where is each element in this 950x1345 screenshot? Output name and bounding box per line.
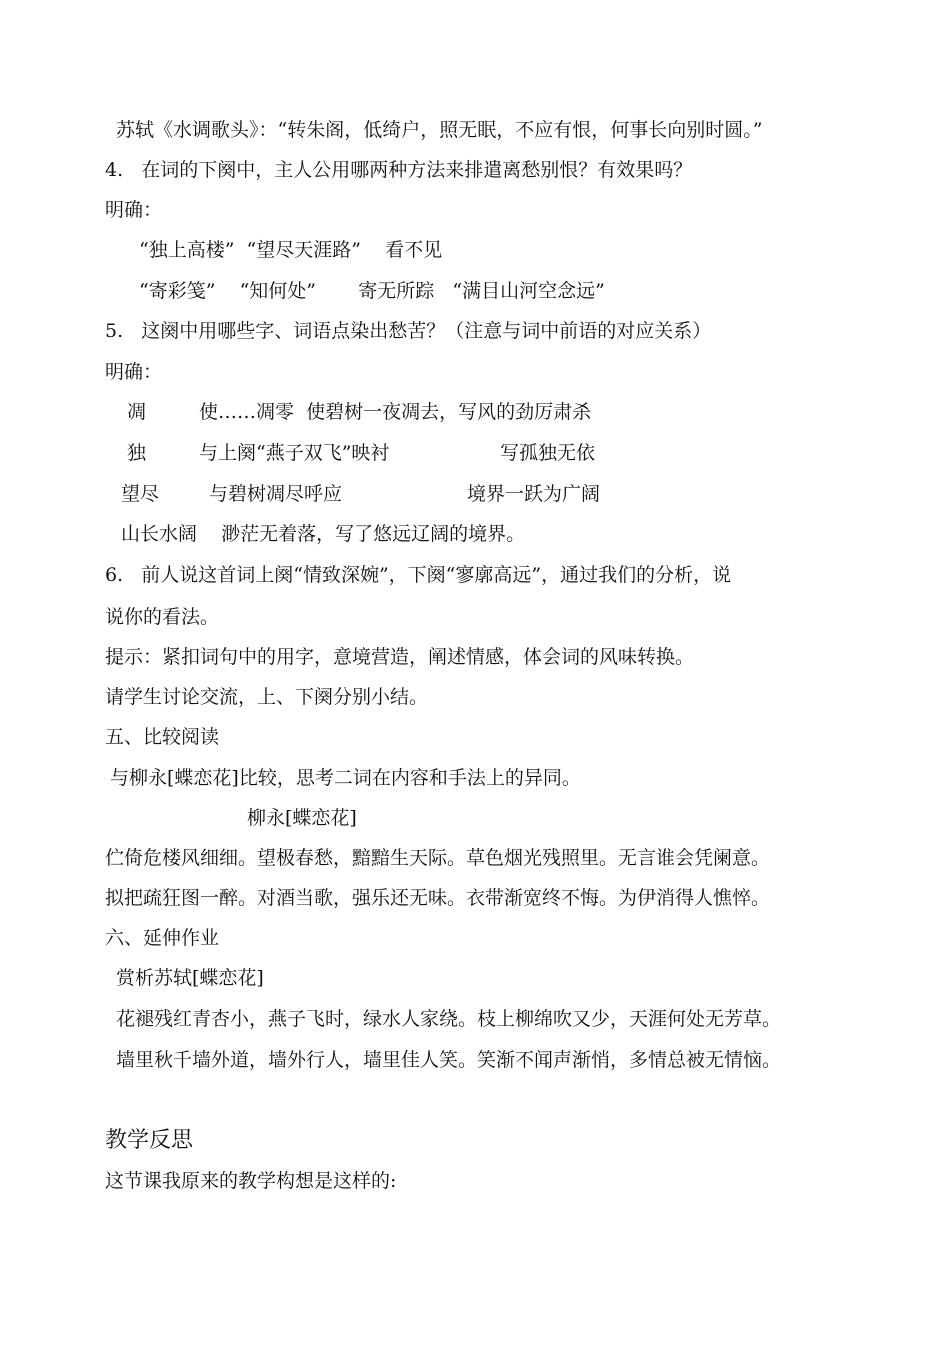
text-line: 赏析苏轼[蝶恋花] bbox=[116, 967, 264, 989]
text-line: 与柳永[蝶恋花]比较，思考二词在内容和手法上的异同。 bbox=[110, 767, 581, 789]
keyword: 凋 bbox=[127, 401, 147, 423]
text-line: 说你的看法。 bbox=[105, 606, 220, 628]
keyword-explanation: 与碧树凋尽呼应 bbox=[209, 483, 343, 505]
keyword: 望尽 bbox=[121, 483, 160, 505]
text-line: 请学生讨论交流，上、下阕分别小结。 bbox=[105, 686, 429, 708]
poem-line: 花褪残红青杏小，燕子飞时，绿水人家绕。枝上柳绵吹又少，天涯何处无芳草。 bbox=[116, 1008, 782, 1030]
reflection-heading: 教学反思 bbox=[105, 1128, 194, 1153]
section-heading: 六、延伸作业 bbox=[105, 927, 220, 949]
keyword-effect: 境界一跃为广阔 bbox=[467, 483, 601, 505]
keyword-explanation: 使……凋零 使碧树一夜凋去，写风的劲厉肃杀 bbox=[199, 401, 592, 423]
section-heading: 五、比较阅读 bbox=[105, 726, 220, 748]
answer-label: 明确： bbox=[105, 361, 163, 383]
answer-label: 明确： bbox=[105, 199, 163, 221]
text-line: 山长水阔 渺茫无着落，写了悠远辽阔的境界。 bbox=[121, 523, 526, 545]
poem-line: 伫倚危楼风细细。望极春愁，黯黯生天际。草色烟光残照里。无言谁会凭阑意。 bbox=[105, 847, 771, 869]
text-line: “独上高楼” “望尽天涯路” 看不见 bbox=[139, 239, 443, 261]
question-5: 5. 这阕中用哪些字、词语点染出愁苦？（注意与词中前语的对应关系） bbox=[105, 320, 712, 342]
keyword-explanation: 与上阕“燕子双飞”映衬 bbox=[199, 442, 390, 464]
question-4: 4. 在词的下阕中，主人公用哪两种方法来排遣离愁别恨？有效果吗？ bbox=[105, 159, 693, 181]
keyword-effect: 写孤独无依 bbox=[500, 442, 596, 464]
poem-title: 柳永[蝶恋花] bbox=[247, 807, 357, 829]
text-line: “寄彩笺” “知何处” 寄无所踪 “满目山河空念远” bbox=[139, 280, 605, 302]
text-line: 这节课我原来的教学构想是这样的: bbox=[105, 1170, 397, 1192]
keyword: 独 bbox=[127, 442, 147, 464]
hint: 提示：紧扣词句中的用字，意境营造，阐述情感，体会词的风味转换。 bbox=[105, 646, 695, 668]
poem-line: 墙里秋千墙外道，墙外行人，墙里佳人笑。笑渐不闻声渐悄，多情总被无情恼。 bbox=[116, 1049, 782, 1071]
poem-line: 拟把疏狂图一醉。对酒当歌，强乐还无味。衣带渐宽终不悔。为伊消得人憔悴。 bbox=[105, 887, 771, 909]
question-6: 6. 前人说这首词上阕“情致深婉”，下阕“寥廓高远”，通过我们的分析，说 bbox=[105, 564, 732, 586]
text-line: 苏轼《水调歌头》：“转朱阁，低绮户，照无眠，不应有恨，何事长向别时圆。” bbox=[116, 119, 763, 141]
